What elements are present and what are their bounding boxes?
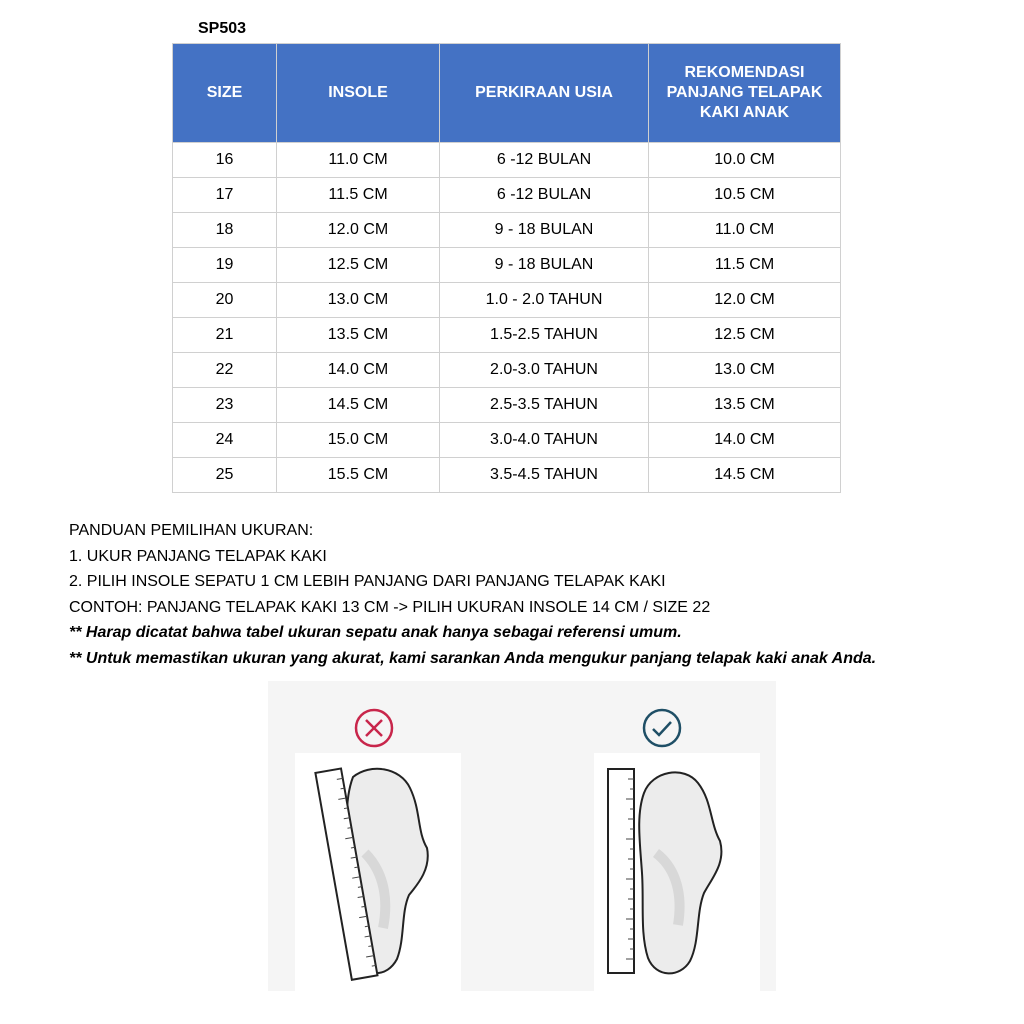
cell-size: 19 bbox=[173, 248, 277, 283]
cell-size: 17 bbox=[173, 178, 277, 213]
table-row bbox=[173, 178, 841, 213]
cell-size: 24 bbox=[173, 423, 277, 458]
guide-step-2: 2. PILIH INSOLE SEPATU 1 CM LEBIH PANJANG DARI PANJANG TELAPAK KAKI bbox=[69, 573, 666, 590]
cell-foot-length: 12.0 CM bbox=[649, 283, 841, 318]
cell-insole: 11.0 CM bbox=[277, 143, 440, 178]
cell-insole: 11.5 CM bbox=[277, 178, 440, 213]
cell-insole: 15.0 CM bbox=[277, 423, 440, 458]
cell-size: 16 bbox=[173, 143, 277, 178]
ruler bbox=[608, 769, 634, 973]
cell-size: 25 bbox=[173, 458, 277, 493]
header-foot-length: REKOMENDASI PANJANG TELAPAK KAKI ANAK bbox=[649, 44, 841, 143]
cell-foot-length: 11.5 CM bbox=[649, 248, 841, 283]
table-row bbox=[173, 318, 841, 353]
table-row bbox=[173, 143, 841, 178]
guide-note-2: ** Untuk memastikan ukuran yang akurat, kami sarankan Anda mengukur panjang telapak kaki anak Anda. bbox=[69, 649, 877, 667]
cell-insole: 13.5 CM bbox=[277, 318, 440, 353]
cell-age: 3.0-4.0 TAHUN bbox=[440, 423, 649, 458]
cell-foot-length: 11.0 CM bbox=[649, 213, 841, 248]
cell-age: 2.5-3.5 TAHUN bbox=[440, 388, 649, 423]
table-row bbox=[173, 248, 841, 283]
guide-title: PANDUAN PEMILIHAN UKURAN: bbox=[69, 522, 314, 539]
cell-size: 23 bbox=[173, 388, 277, 423]
cell-age: 9 - 18 BULAN bbox=[440, 213, 649, 248]
table-row bbox=[173, 353, 841, 388]
cell-size: 21 bbox=[173, 318, 277, 353]
cell-age: 2.0-3.0 TAHUN bbox=[440, 353, 649, 388]
measurement-illustration bbox=[268, 681, 776, 991]
cell-age: 6 -12 BULAN bbox=[440, 143, 649, 178]
cell-foot-length: 10.0 CM bbox=[649, 143, 841, 178]
right-measure-panel bbox=[594, 753, 760, 991]
table-row bbox=[173, 423, 841, 458]
product-code: SP503 bbox=[198, 20, 247, 37]
table-row bbox=[173, 283, 841, 318]
table-header-row bbox=[173, 44, 841, 143]
cell-size: 18 bbox=[173, 213, 277, 248]
foot-ruler-straight-image bbox=[594, 753, 760, 991]
header-age: PERKIRAAN USIA bbox=[440, 44, 649, 143]
size-table bbox=[172, 43, 841, 493]
cell-insole: 13.0 CM bbox=[277, 283, 440, 318]
cell-age: 6 -12 BULAN bbox=[440, 178, 649, 213]
cell-insole: 12.0 CM bbox=[277, 213, 440, 248]
foot-ruler-tilted-image bbox=[295, 753, 461, 991]
cell-insole: 14.0 CM bbox=[277, 353, 440, 388]
cell-insole: 14.5 CM bbox=[277, 388, 440, 423]
check-circle-icon bbox=[641, 707, 683, 749]
cell-age: 3.5-4.5 TAHUN bbox=[440, 458, 649, 493]
table-row bbox=[173, 213, 841, 248]
cell-age: 9 - 18 BULAN bbox=[440, 248, 649, 283]
table-row bbox=[173, 458, 841, 493]
cell-foot-length: 13.0 CM bbox=[649, 353, 841, 388]
cell-insole: 15.5 CM bbox=[277, 458, 440, 493]
x-circle-icon bbox=[353, 707, 395, 749]
cell-age: 1.5-2.5 TAHUN bbox=[440, 318, 649, 353]
header-size: SIZE bbox=[173, 44, 277, 143]
wrong-measure-panel bbox=[295, 753, 461, 991]
table-row bbox=[173, 388, 841, 423]
header-insole: INSOLE bbox=[277, 44, 440, 143]
cell-insole: 12.5 CM bbox=[277, 248, 440, 283]
cell-foot-length: 12.5 CM bbox=[649, 318, 841, 353]
guide-example: CONTOH: PANJANG TELAPAK KAKI 13 CM -> PILIH UKURAN INSOLE 14 CM / SIZE 22 bbox=[69, 598, 711, 616]
cell-age: 1.0 - 2.0 TAHUN bbox=[440, 283, 649, 318]
cell-foot-length: 14.5 CM bbox=[649, 458, 841, 493]
size-guide bbox=[69, 518, 1009, 671]
cell-size: 22 bbox=[173, 353, 277, 388]
guide-note-1: ** Harap dicatat bahwa tabel ukuran sepatu anak hanya sebagai referensi umum. bbox=[69, 624, 682, 641]
cell-foot-length: 13.5 CM bbox=[649, 388, 841, 423]
cell-foot-length: 14.0 CM bbox=[649, 423, 841, 458]
cell-size: 20 bbox=[173, 283, 277, 318]
guide-step-1: 1. UKUR PANJANG TELAPAK KAKI bbox=[69, 547, 327, 565]
cell-foot-length: 10.5 CM bbox=[649, 178, 841, 213]
